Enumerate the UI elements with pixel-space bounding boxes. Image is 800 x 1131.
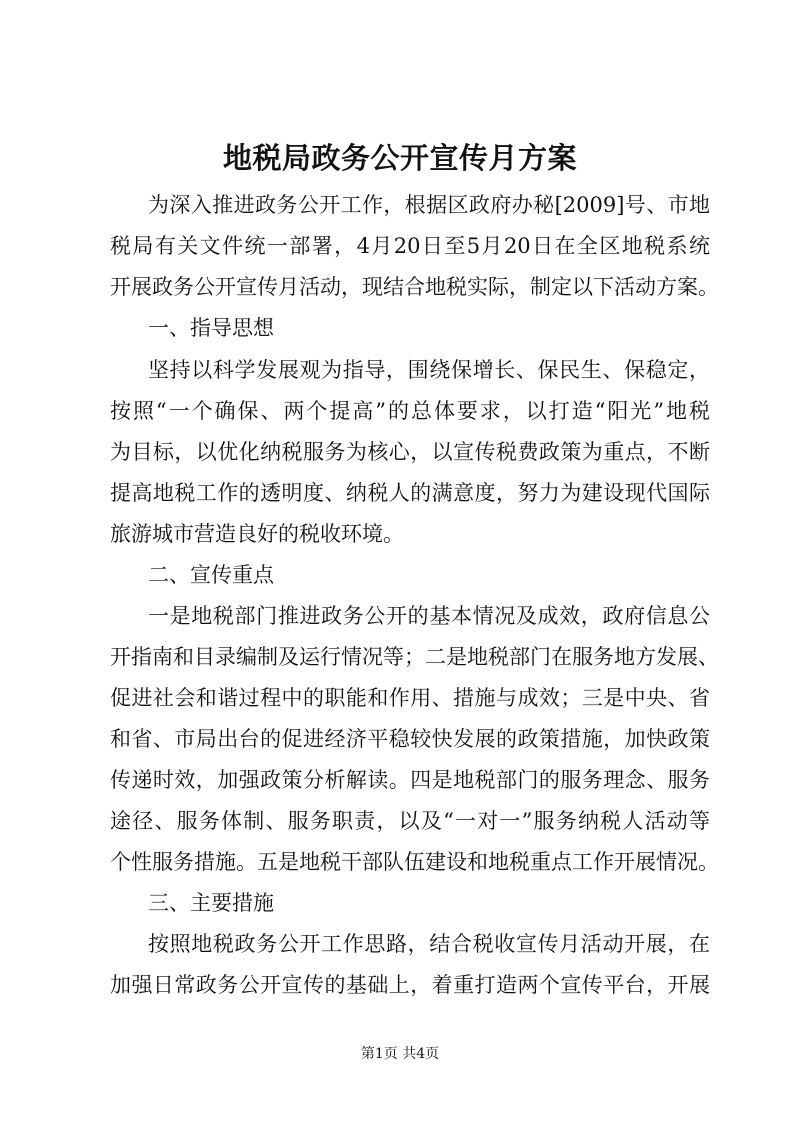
document-title: 地税局政务公开宣传月方案 (222, 141, 577, 175)
paragraph-line: 为目标，以优化纳税服务为核心，以宣传税费政策为重点，不断 (110, 440, 710, 464)
paragraph-line: 个性服务措施。五是地税干部队伍建设和地税重点工作开展情况。 (110, 850, 719, 874)
page-number: 第1页 共4页 (360, 1046, 440, 1062)
paragraph-line: 开指南和目录编制及运行情况等；二是地税部门在服务地方发展、 (110, 645, 719, 669)
paragraph-line: 为深入推进政务公开工作，根据区政府办秘[2009]号、市地 (148, 193, 710, 217)
section-heading: 三、主要措施 (148, 891, 274, 915)
paragraph-line: 按照“一个确保、两个提高”的总体要求，以打造“阳光”地税 (110, 399, 710, 423)
paragraph-line: 一是地税部门推进政务公开的基本情况及成效，政府信息公 (148, 604, 710, 628)
paragraph-line: 途径、服务体制、服务职责，以及“一对一”服务纳税人活动等 (110, 809, 710, 833)
section-heading: 一、指导思想 (148, 316, 274, 340)
paragraph-line: 开展政务公开宣传月活动，现结合地税实际，制定以下活动方案。 (110, 275, 719, 299)
paragraph-line: 促进社会和谐过程中的职能和作用、措施与成效；三是中央、省 (110, 686, 710, 710)
paragraph-line: 传递时效，加强政策分析解读。四是地税部门的服务理念、服务 (110, 768, 710, 792)
paragraph-line: 税局有关文件统一部署，4月20日至5月20日在全区地税系统 (110, 234, 710, 258)
paragraph-line: 和省、市局出台的促进经济平稳较快发展的政策措施，加快政策 (110, 727, 710, 751)
paragraph-line: 提高地税工作的透明度、纳税人的满意度，努力为建设现代国际 (110, 481, 710, 505)
paragraph-line: 加强日常政务公开宣传的基础上，着重打造两个宣传平台，开展 (110, 973, 710, 997)
paragraph-line: 坚持以科学发展观为指导，围绕保增长、保民生、保稳定， (148, 358, 710, 382)
paragraph-line: 旅游城市营造良好的税收环境。 (110, 522, 404, 546)
section-heading: 二、宣传重点 (148, 563, 274, 587)
paragraph-line: 按照地税政务公开工作思路，结合税收宣传月活动开展，在 (148, 932, 710, 956)
